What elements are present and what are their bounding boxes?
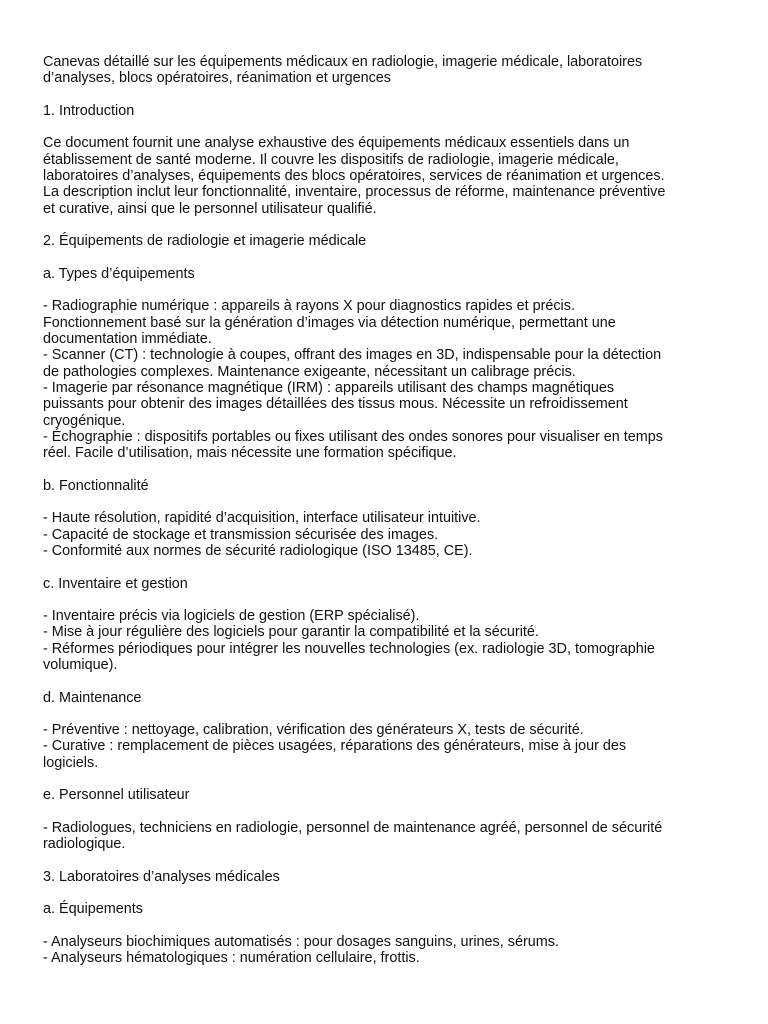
list-line: - Capacité de stockage et transmission sécurisée des images. (43, 526, 439, 543)
bullet-list (43, 298, 723, 461)
subsection-heading (43, 266, 723, 282)
section-heading (43, 103, 723, 119)
list-line: radiologique. (43, 836, 126, 853)
text-line: et curative, ainsi que le personnel utilisateur qualifié. (43, 200, 377, 217)
text-line: 1. Introduction (43, 102, 135, 119)
text-line: e. Personnel utilisateur (43, 787, 190, 804)
list-line: - Conformité aux normes de sécurité radiologique (ISO 13485, CE). (43, 542, 473, 559)
text-line: La description inclut leur fonctionnalité, inventaire, processus de réforme, maintenance préventive (43, 184, 666, 201)
text-line: Ce document fournit une analyse exhaustive des équipements médicaux essentiels dans un (43, 135, 630, 152)
bullet-list (43, 934, 723, 967)
list-line: - Scanner (CT) : technologie à coupes, offrant des images en 3D, indispensable pour la détection (43, 347, 662, 364)
section-heading (43, 233, 723, 249)
document-page (43, 54, 723, 983)
text-line: 3. Laboratoires d’analyses médicales (43, 868, 280, 885)
subsection-heading (43, 576, 723, 592)
text-line: a. Types d’équipements (43, 265, 195, 282)
list-line: - Curative : remplacement de pièces usagées, réparations des générateurs, mise à jour des (43, 738, 627, 755)
list-line: de pathologies complexes. Maintenance exigeante, nécessitant un calibrage précis. (43, 363, 576, 380)
section-heading (43, 869, 723, 885)
subsection-heading (43, 690, 723, 706)
list-line: - Imagerie par résonance magnétique (IRM) : appareils utilisant des champs magnétiques (43, 379, 615, 396)
subsection-heading (43, 901, 723, 917)
title-line: d’analyses, blocs opératoires, réanimation et urgences (43, 70, 391, 87)
bullet-list (43, 608, 723, 673)
subsection-heading (43, 478, 723, 494)
list-line: - Haute résolution, rapidité d’acquisition, interface utilisateur intuitive. (43, 510, 481, 527)
bullet-list (43, 510, 723, 559)
paragraph (43, 135, 723, 216)
document-title (43, 54, 723, 87)
list-line: documentation immédiate. (43, 331, 212, 348)
title-line: Canevas détaillé sur les équipements médicaux en radiologie, imagerie médicale, laboratoires (43, 54, 643, 70)
subsection-heading (43, 787, 723, 803)
list-line: - Radiologues, techniciens en radiologie, personnel de maintenance agréé, personnel de sécurité (43, 819, 663, 836)
list-line: volumique). (43, 656, 118, 673)
list-line: Fonctionnement basé sur la génération d’images via détection numérique, permettant une (43, 314, 616, 331)
list-line: - Inventaire précis via logiciels de gestion (ERP spécialisé). (43, 608, 420, 625)
list-line: - Mise à jour régulière des logiciels pour garantir la compatibilité et la sécurité. (43, 624, 539, 641)
list-line: - Analyseurs biochimiques automatisés : pour dosages sanguins, urines, sérums. (43, 934, 559, 951)
list-line: cryogénique. (43, 412, 126, 429)
bullet-list (43, 722, 723, 771)
list-line: - Radiographie numérique : appareils à rayons X pour diagnostics rapides et précis. (43, 298, 575, 315)
list-line: - Analyseurs hématologiques : numération cellulaire, frottis. (43, 950, 420, 967)
document-body (43, 103, 723, 967)
text-line: laboratoires d’analyses, équipements des blocs opératoires, services de réanimation et urgences. (43, 168, 665, 185)
list-line: - Échographie : dispositifs portables ou fixes utilisant des ondes sonores pour visualiser en temps (43, 428, 663, 445)
text-line: b. Fonctionnalité (43, 477, 149, 494)
list-line: - Réformes périodiques pour intégrer les nouvelles technologies (ex. radiologie 3D, tomographie (43, 640, 655, 657)
text-line: d. Maintenance (43, 689, 142, 706)
text-line: a. Équipements (43, 901, 143, 918)
list-line: - Préventive : nettoyage, calibration, vérification des générateurs X, tests de sécurité. (43, 722, 584, 739)
bullet-list (43, 820, 723, 853)
text-line: 2. Équipements de radiologie et imagerie médicale (43, 233, 367, 250)
text-line: c. Inventaire et gestion (43, 575, 188, 592)
list-line: logiciels. (43, 754, 99, 771)
list-line: puissants pour obtenir des images détaillées des tissus mous. Nécessite un refroidissement (43, 396, 628, 413)
text-line: établissement de santé moderne. Il couvre les dispositifs de radiologie, imagerie médicale, (43, 151, 619, 168)
list-line: réel. Facile d’utilisation, mais nécessite une formation spécifique. (43, 445, 457, 462)
